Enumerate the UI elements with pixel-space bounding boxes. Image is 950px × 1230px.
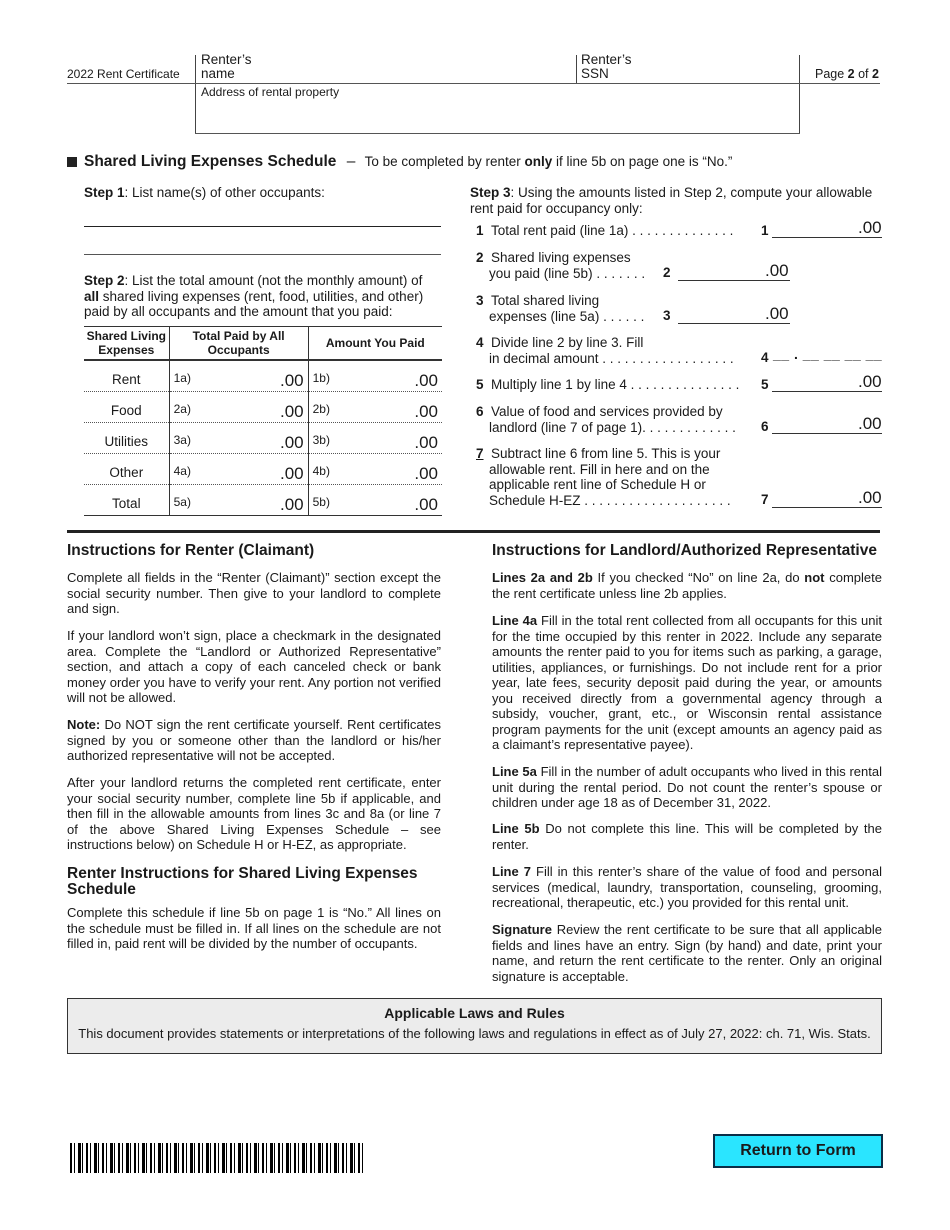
line5-label: 5 Multiply line 1 by line 4 . . . . . . . . . . . . . . .: [476, 377, 740, 392]
table-row: Other 4a) .00 4b) .00: [84, 454, 442, 485]
utilities-total-input[interactable]: 3a) .00: [173, 433, 304, 452]
line3-box-number: 3: [663, 308, 671, 323]
line1-value: .00: [858, 218, 882, 237]
occupant-name-input-1[interactable]: [84, 208, 441, 227]
table-row: Utilities 3a) .00 3b) .00: [84, 423, 442, 454]
utilities-paid-input[interactable]: 3b) .00: [312, 433, 438, 452]
occupant-name-input-2[interactable]: [84, 236, 441, 255]
renter-instructions-heading: Instructions for Renter (Claimant): [67, 542, 315, 559]
line6-value: .00: [858, 414, 882, 433]
col-header-you-paid: Amount You Paid: [308, 327, 442, 361]
renters-name-input[interactable]: [200, 58, 570, 83]
landlord-para-6: Signature Review the rent certificate to be sure that all applicable fields and lines have an entry. Sign (by hand) and date, print your name, and return the rent certificate to the renter. Only an original signature is acceptable.: [492, 922, 882, 984]
col-header-expenses: Shared Living Expenses: [84, 327, 169, 361]
form-name: 2022 Rent Certificate: [67, 67, 180, 81]
schedule-title: Shared Living Expenses Schedule – To be completed by renter only if line 5b on page one is “No.”: [84, 153, 733, 170]
landlord-para-5: Line 7 Fill in this renter’s share of the value of food and personal services (medical, laundry, transportation, counseling, grooming, recreational, therapeutic, etc.) you provided for this rental unit.: [492, 864, 882, 910]
renter-para-3: Note: Do NOT sign the rent certificate yourself. Rent certificates signed by you or someone other than the landlord or his/her authorized representative will not be accepted.: [67, 717, 441, 763]
shared-expenses-table: [84, 326, 442, 516]
line7-box-number: 7: [761, 492, 769, 507]
line4-label: 4 Divide line 2 by line 3. Fill in decimal amount . . . . . . . . . . . . . . . . . .: [476, 335, 734, 366]
line2-box-number: 2: [663, 265, 671, 280]
line1-label: 1 Total rent paid (line 1a) . . . . . . . . . . . . . .: [476, 223, 734, 238]
applicable-laws-box: [67, 998, 882, 1054]
line2-label: 2 Shared living expenses you paid (line 5b) . . . . . . .: [476, 250, 646, 281]
return-to-form-button[interactable]: Return to Form: [713, 1134, 883, 1168]
renters-ssn-label: Renter’s SSN: [581, 52, 632, 81]
page-number: Page 2 of 2: [815, 67, 879, 81]
landlord-para-1: Lines 2a and 2b If you checked “No” on line 2a, do not complete the rent certificate unless line 2b applies.: [492, 570, 882, 601]
landlord-para-3: Line 5a Fill in the number of adult occupants who lived in this rental unit during the rental period. Do not count the renter’s spouse or children under age 18 as of December 31, 2022.: [492, 764, 882, 810]
line7-value: .00: [858, 488, 882, 507]
renter-para-4: After your landlord returns the completed rent certificate, enter your social security number, complete line 5b if applicable, and then fill in the allowable amounts from lines 3c and 8a (or line 7 of the above Shared Living Expenses Schedule – see instructions below) on Schedule H or H-EZ, as appropriate.: [67, 775, 441, 852]
line6-box-number: 6: [761, 419, 769, 434]
step2-instructions: Step 2: List the total amount (not the monthly amount) of all shared living expenses (rent, food, utilities, and other) paid by all occupants and the amount that you paid:: [84, 273, 424, 319]
address-label: Address of rental property: [201, 85, 340, 99]
other-total-input[interactable]: 4a) .00: [173, 464, 304, 483]
landlord-para-2: Line 4a Fill in the total rent collected from all occupants for this unit for the time occupied by this renter in 2022. Include any separate amounts the renter paid to you for items such as parking, a garage, utilities, appliances, or furnishings. Do not include rent for a prior year, late fees, security deposit paid during the year, or amounts you received directly from a governmental agency through a subsidy, voucher, grant, etc., or Wisconsin rental assistance program payments for the unit (except amounts an agency paid as a claimant’s representative payee).: [492, 613, 883, 752]
line3-value: .00: [765, 304, 789, 323]
section-divider: [67, 530, 880, 533]
renter-shared-heading: Renter Instructions for Shared Living Expenses Schedule: [67, 865, 418, 898]
step3-instructions: Step 3: Using the amounts listed in Step 2, compute your allowable rent paid for occupancy only:: [470, 185, 873, 216]
line2-value: .00: [765, 261, 789, 280]
rent-total-input[interactable]: 1a) .00: [173, 371, 304, 390]
renter-para-5: Complete this schedule if line 5b on page 1 is “No.” All lines on the schedule must be filled in. If all lines on the schedule are not filled in, paid rent will be divided by the number of occupants.: [67, 905, 441, 951]
line5-box-number: 5: [761, 377, 769, 392]
renters-ssn-input[interactable]: [620, 58, 795, 83]
line3-label: 3 Total shared living expenses (line 5a) . . . . . .: [476, 293, 645, 324]
line6-label: 6 Value of food and services provided by landlord (line 7 of page 1). . . . . . . . . . . . .: [476, 404, 736, 435]
other-paid-input[interactable]: 4b) .00: [312, 464, 438, 483]
total-total-input[interactable]: 5a) .00: [173, 495, 304, 514]
line1-box-number: 1: [761, 223, 769, 238]
food-paid-input[interactable]: 2b) .00: [312, 402, 438, 421]
laws-text: This document provides statements or interpretations of the following laws and regulations in effect as of July 27, 2022: ch. 71, Wis. Stats.: [78, 1026, 871, 1041]
renters-name-label: Renter’s name: [201, 52, 252, 81]
line4-box-number: 4: [761, 350, 769, 365]
renter-para-1: Complete all fields in the “Renter (Claimant)” section except the social security number. Then give to your landlord to complete and sign.: [67, 570, 441, 616]
step1-instructions: Step 1: List name(s) of other occupants:: [84, 185, 325, 200]
line4-decimal-input[interactable]: __ . __ __ __ __: [773, 346, 883, 362]
address-input[interactable]: [200, 100, 795, 130]
food-total-input[interactable]: 2a) .00: [173, 402, 304, 421]
table-row: Rent 1a) .00 1b) .00: [84, 360, 442, 392]
total-paid-input[interactable]: 5b) .00: [312, 495, 438, 514]
landlord-para-4: Line 5b Do not complete this line. This will be completed by the renter.: [492, 821, 882, 852]
table-row: Total 5a) .00 5b) .00: [84, 485, 442, 516]
col-header-total: Total Paid by All Occupants: [169, 327, 308, 361]
table-row: Food 2a) .00 2b) .00: [84, 392, 442, 423]
landlord-instructions-heading: Instructions for Landlord/Authorized Representative: [492, 542, 877, 559]
renter-para-2: If your landlord won’t sign, place a checkmark in the designated area. Complete the “Landlord or Authorized Representative” section, and attach a copy of each canceled check or bank money order you have to verify your rent. Any portion not verified will not be allowed.: [67, 628, 441, 705]
barcode-icon: [70, 1143, 366, 1173]
line5-value: .00: [858, 372, 882, 391]
line7-label: 7 Subtract line 6 from line 5. This is your allowable rent. Fill in here and on the applicable rent line of Schedule H or Schedule H-EZ . . . . . . . . . . . . . . . . . . . .: [476, 446, 731, 508]
laws-title: Applicable Laws and Rules: [384, 1005, 565, 1021]
rent-paid-input[interactable]: 1b) .00: [312, 371, 438, 390]
bullet-square-icon: [67, 157, 77, 167]
